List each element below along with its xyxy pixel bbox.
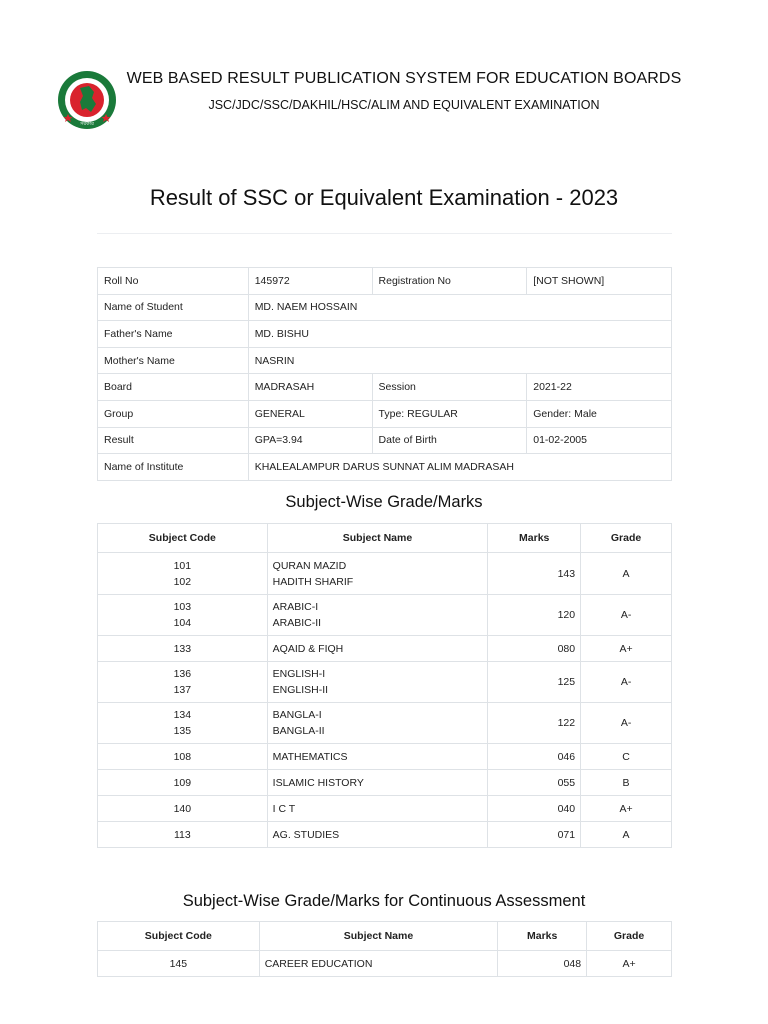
marks: 046 — [488, 744, 581, 770]
subject-name: AG. STUDIES — [267, 822, 488, 848]
marks: 120 — [488, 595, 581, 636]
mother-name-value: NASRIN — [248, 347, 671, 374]
subject-code: 140 — [98, 796, 268, 822]
subject-code: 133 — [98, 636, 268, 662]
table-header-row — [98, 524, 672, 553]
subject-code: 136 137 — [98, 662, 268, 703]
subject-code: 134 135 — [98, 703, 268, 744]
grade: A — [581, 553, 672, 595]
table-row — [98, 268, 672, 295]
student-name-value: MD. NAEM HOSSAIN — [248, 294, 671, 321]
table-row — [98, 662, 672, 703]
subject-name: CAREER EDUCATION — [259, 951, 498, 977]
grade: B — [581, 770, 672, 796]
subject-code: 113 — [98, 822, 268, 848]
father-name-label: Father's Name — [98, 321, 249, 348]
result-value: GPA=3.94 — [248, 427, 372, 454]
grades-table — [97, 523, 672, 848]
registration-label: Registration No — [372, 268, 527, 295]
grades-section-title: Subject-Wise Grade/Marks — [285, 493, 483, 511]
subject-code: 145 — [98, 951, 260, 977]
marks-header: Marks — [488, 524, 581, 553]
marks: 143 — [488, 553, 581, 595]
table-row — [98, 400, 672, 427]
dob-label: Date of Birth — [372, 427, 527, 454]
subject-name: ARABIC-I ARABIC-II — [267, 595, 488, 636]
grade: A- — [581, 595, 672, 636]
roll-value: 145972 — [248, 268, 372, 295]
continuous-assessment-table — [97, 921, 672, 977]
board-value: MADRASAH — [248, 374, 372, 401]
grade: C — [581, 744, 672, 770]
marks: 071 — [488, 822, 581, 848]
subject-name: BANGLA-I BANGLA-II — [267, 703, 488, 744]
subject-code-header: Subject Code — [98, 922, 260, 951]
type-value: Type: REGULAR — [372, 400, 527, 427]
continuous-assessment-title: Subject-Wise Grade/Marks for Continuous Assessment — [182, 892, 586, 910]
dob-value: 01-02-2005 — [527, 427, 672, 454]
grade: A- — [581, 703, 672, 744]
table-row — [98, 595, 672, 636]
father-name-value: MD. BISHU — [248, 321, 671, 348]
subject-name-header: Subject Name — [259, 922, 498, 951]
table-row — [98, 454, 672, 481]
roll-label: Roll No — [98, 268, 249, 295]
subject-code-header: Subject Code — [98, 524, 268, 553]
table-row — [98, 703, 672, 744]
marks: 040 — [488, 796, 581, 822]
gender-value: Gender: Male — [527, 400, 672, 427]
table-row — [98, 321, 672, 348]
subject-name: ENGLISH-I ENGLISH-II — [267, 662, 488, 703]
institute-label: Name of Institute — [98, 454, 249, 481]
table-row — [98, 347, 672, 374]
registration-value: [NOT SHOWN] — [527, 268, 672, 295]
table-row — [98, 427, 672, 454]
subject-name: AQAID & FIQH — [267, 636, 488, 662]
subject-name: MATHEMATICS — [267, 744, 488, 770]
student-name-label: Name of Student — [98, 294, 249, 321]
grade-header: Grade — [587, 922, 672, 951]
table-header-row — [98, 922, 672, 951]
table-row — [98, 744, 672, 770]
table-row — [98, 951, 672, 977]
subject-name: QURAN MAZID HADITH SHARIF — [267, 553, 488, 595]
group-label: Group — [98, 400, 249, 427]
grade: A+ — [581, 796, 672, 822]
student-info-table — [97, 267, 672, 481]
marks: 055 — [488, 770, 581, 796]
svg-text:সরকার: সরকার — [80, 121, 94, 127]
table-row — [98, 822, 672, 848]
table-row — [98, 770, 672, 796]
grade-header: Grade — [581, 524, 672, 553]
grade: A- — [581, 662, 672, 703]
subject-name: I C T — [267, 796, 488, 822]
marks: 080 — [488, 636, 581, 662]
marks: 122 — [488, 703, 581, 744]
session-label: Session — [372, 374, 527, 401]
table-row — [98, 796, 672, 822]
table-row — [98, 374, 672, 401]
subject-name-header: Subject Name — [267, 524, 488, 553]
subject-code: 101 102 — [98, 553, 268, 595]
divider — [97, 233, 672, 234]
institute-value: KHALEALAMPUR DARUS SUNNAT ALIM MADRASAH — [248, 454, 671, 481]
page-title: Result of SSC or Equivalent Examination - 2023 — [149, 185, 619, 210]
grade: A+ — [581, 636, 672, 662]
mother-name-label: Mother's Name — [98, 347, 249, 374]
table-row — [98, 553, 672, 595]
site-title: WEB BASED RESULT PUBLICATION SYSTEM FOR EDUCATION BOARDS — [126, 70, 682, 87]
grade: A — [581, 822, 672, 848]
subject-code: 108 — [98, 744, 268, 770]
site-subtitle: JSC/JDC/SSC/DAKHIL/HSC/ALIM AND EQUIVALENT EXAMINATION — [208, 98, 600, 112]
board-label: Board — [98, 374, 249, 401]
subject-name: ISLAMIC HISTORY — [267, 770, 488, 796]
group-value: GENERAL — [248, 400, 372, 427]
marks-header: Marks — [498, 922, 587, 951]
table-row — [98, 636, 672, 662]
subject-code: 109 — [98, 770, 268, 796]
table-row — [98, 294, 672, 321]
session-value: 2021-22 — [527, 374, 672, 401]
subject-code: 103 104 — [98, 595, 268, 636]
marks: 048 — [498, 951, 587, 977]
grade: A+ — [587, 951, 672, 977]
result-label: Result — [98, 427, 249, 454]
marks: 125 — [488, 662, 581, 703]
